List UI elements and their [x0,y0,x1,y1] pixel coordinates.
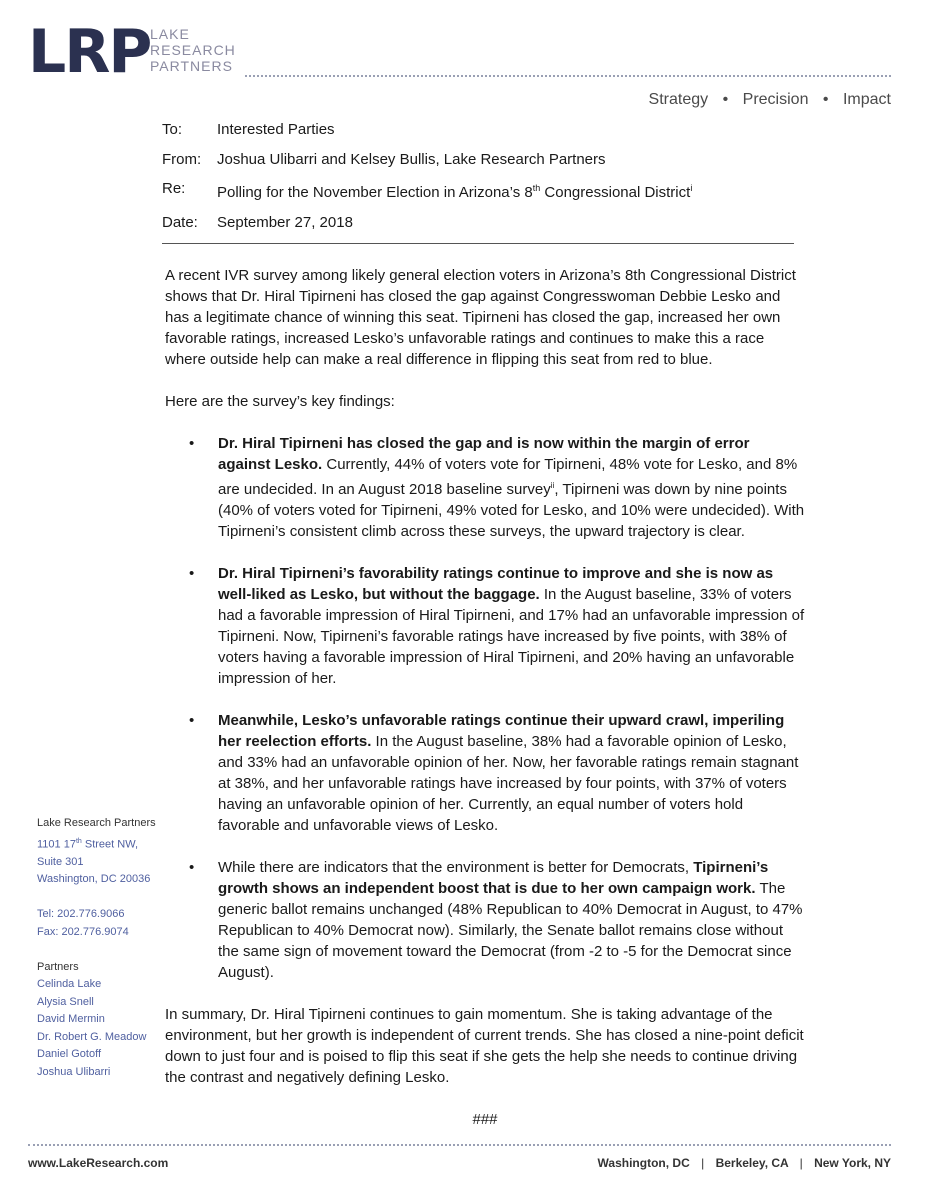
memo-re-text-end: Congressional District [540,184,691,201]
memo-date-row [162,208,692,238]
bottom-dotted-divider [28,1144,891,1146]
footer-offices [598,1156,891,1170]
partners-heading: Partners [37,960,79,973]
contact-sidebar [37,815,162,1081]
sidebar-suite: Suite 301 [37,855,84,868]
office-separator: | [701,1156,705,1170]
tagline-separator: • [822,91,829,108]
sidebar-city: Washington, DC 20036 [37,873,151,886]
sidebar-org: Lake Research Partners [37,817,156,829]
tagline-separator: • [722,91,729,108]
tagline-precision: Precision [742,91,809,108]
logo-word-lake: LAKE [150,26,190,42]
office-separator: | [799,1156,803,1170]
office-newyork: New York, NY [814,1156,891,1170]
logo-word-partners: PARTNERS [150,58,233,74]
memo-header [162,115,692,237]
finding-text: While there are indicators that the environment is better for Democrats, [218,859,694,876]
finding-headline: Tipirneni’s growth shows an independent boost that is due to her own campaign work. [218,859,769,897]
summary-paragraph: In summary, Dr. Hiral Tipirneni continues to gain momentum. She is taking advantage of the environment, but her growth is independent of current trends. She has closed a nine-point deficit down to just four and is poised to flip this seat if she gets the help she needs to continue driving the contrast and negatively defining Lesko. [165,1006,804,1086]
partner-name: Joshua Ulibarri [37,1065,111,1078]
partner-name: Daniel Gotoff [37,1048,102,1061]
logo-word-research: RESEARCH [150,42,236,58]
finding-headline: Dr. Hiral Tipirneni has closed the gap and is now within the margin of error against Lesko. [218,435,750,473]
tagline-strategy: Strategy [648,91,709,108]
header-rule [162,243,794,244]
partner-name: Alysia Snell [37,995,94,1008]
logo-wordmark [150,26,236,74]
sidebar-gap [37,889,162,907]
finding-text: The generic ballot remains unchanged (48% Republican to 40% Democrat in August, to 47% Republican to 40% Democrat now). Similarly, the Senate ballot remains close without the same sign of movement toward the Democrat (from -2 to -5 for the Democrat since August). [218,880,803,981]
memo-to-value: Interested Parties [217,121,335,138]
intro-paragraph: A recent IVR survey among likely general election voters in Arizona’s 8th Congressional District shows that Dr. Hiral Tipirneni has closed the gap against Congresswoman Debbie Lesko and has a legitimate chance of winning this seat. Tipirneni has closed the gap, increased her own favorable ratings, increased Lesko’s unfavorable ratings and continues to make this a race where outside help can make a real difference in flipping this seat from red to blue. [165,267,796,368]
finding-item [165,710,805,836]
finding-text: Currently, 44% of voters vote for Tipirneni, 48% vote for Lesko, and 8% are undecided. In an August 2018 baseline survey [218,456,798,498]
memo-re-sup: th [532,183,541,193]
bullet-marker: • [189,435,195,452]
finding-item [165,563,805,689]
sidebar-street [37,833,162,854]
bullet-marker: • [189,859,195,876]
finding-text: In the August baseline, 33% of voters had a favorable impression of Hiral Tipirneni, and 17% had an unfavorable impression of Tipirneni. Now, Tipirneni’s favorable ratings have increased by five points, with 38% of voters having a favorable impression of Hiral Tipirneni, and 20% having an unfavorable impression of her. [218,586,805,687]
bullet-marker: • [189,565,195,582]
bullet-marker: • [189,712,195,729]
sidebar-tel: Tel: 202.776.9066 [37,908,125,921]
findings-intro: Here are the survey’s key findings: [165,393,395,410]
end-mark: ### [472,1111,498,1128]
memo-from-row [162,145,692,175]
memo-date-label: Date: [162,213,198,231]
finding-text: In the August baseline, 38% had a favorable opinion of Lesko, and 33% had an unfavorable opinion of her. Now, her favorable ratings remain stagnant at 38%, and her unfavorable ratings have increased by four points, with 37% of voters having an unfavorable opinion of her. Currently, an equal number of voters hold favorable and unfavorable views of Lesko. [218,733,799,834]
partner-name: Celinda Lake [37,978,102,991]
finding-headline: Dr. Hiral Tipirneni’s favorability ratings continue to improve and she is now as well-liked as Lesko, but without the baggage. [218,565,774,603]
finding-item [165,857,805,983]
memo-body [165,265,805,1130]
findings-list [165,433,805,983]
memo-re-value [217,174,692,208]
partner-name: Dr. Robert G. Meadow [37,1030,147,1043]
partner-name: David Mermin [37,1013,105,1026]
memo-re-label: Re: [162,180,186,197]
footer-website: www.LakeResearch.com [28,1156,169,1170]
finding-headline: Meanwhile, Lesko’s unfavorable ratings continue their upward crawl, imperiling her reelection efforts. [218,712,785,750]
memo-re-row [162,174,692,208]
office-washington: Washington, DC [597,1156,690,1170]
street-number: 1101 17 [37,838,76,851]
tagline [649,91,891,109]
street-name: Street NW, [81,838,139,851]
office-berkeley: Berkeley, CA [715,1156,789,1170]
logo-lrp: LRP [28,17,151,87]
top-dotted-divider [245,75,891,77]
memo-to-label: To: [162,121,183,138]
memo-date-value: September 27, 2018 [217,213,353,231]
footnote-ref-i: i [690,183,693,193]
memo-to-row [162,115,692,145]
memo-re-text: Polling for the November Election in Arizona’s 8 [217,184,533,201]
memo-from-label: From: [162,150,202,168]
tagline-impact: Impact [842,91,891,108]
sidebar-fax: Fax: 202.776.9074 [37,925,129,938]
finding-item [165,433,805,542]
memo-from-value: Joshua Ulibarri and Kelsey Bullis, Lake Research Partners [217,150,606,168]
finding-text: , Tipirneni was down by nine points (40% of voters voted for Tipirneni, 49% voted for Lesko, and 10% were undecided). With Tipirneni’s consistent climb across these surveys, the upward trajectory is clear. [218,481,805,540]
footnote-ref-ii: ii [550,481,555,490]
sidebar-gap [37,941,162,959]
street-sup: th [75,837,82,845]
